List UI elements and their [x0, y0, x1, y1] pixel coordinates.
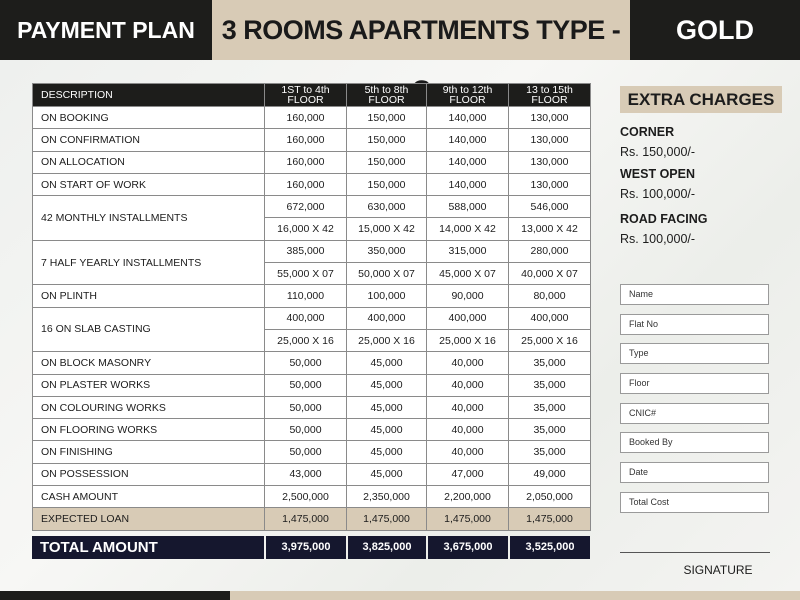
column-header: 1ST to 4th FLOOR [265, 84, 347, 107]
row-value: 130,000 [509, 129, 591, 151]
row-description: ON BLOCK MASONRY [33, 352, 265, 374]
row-value: 385,000 [265, 240, 347, 262]
row-breakdown: 15,000 X 42 [347, 218, 427, 240]
row-breakdown: 50,000 X 07 [347, 263, 427, 285]
row-value: 315,000 [427, 240, 509, 262]
row-value: 130,000 [509, 107, 591, 129]
row-breakdown: 13,000 X 42 [509, 218, 591, 240]
row-description: ON FLOORING WORKS [33, 419, 265, 441]
table-row [33, 441, 591, 463]
row-value: 150,000 [347, 173, 427, 195]
table-row [33, 374, 591, 396]
row-value: 630,000 [347, 196, 427, 218]
table-row [33, 107, 591, 129]
name-field[interactable]: Name [620, 284, 769, 305]
row-value: 2,050,000 [509, 486, 591, 508]
row-value: 40,000 [427, 352, 509, 374]
row-value: 45,000 [347, 374, 427, 396]
apartment-type-title: 3 ROOMS APARTMENTS TYPE - [212, 0, 630, 60]
row-value: 400,000 [347, 307, 427, 329]
row-value: 280,000 [509, 240, 591, 262]
row-description: EXPECTED LOAN [33, 508, 265, 530]
row-value: 160,000 [265, 129, 347, 151]
table-row [33, 173, 591, 195]
table-row [33, 151, 591, 173]
row-description: 16 ON SLAB CASTING [33, 307, 265, 352]
row-value: 160,000 [265, 151, 347, 173]
row-value: 35,000 [509, 352, 591, 374]
extra-charge-label: WEST OPEN [620, 167, 696, 181]
total-amount-row [32, 536, 590, 559]
row-value: 50,000 [265, 374, 347, 396]
row-value: 1,475,000 [509, 508, 591, 530]
row-description: ON FINISHING [33, 441, 265, 463]
row-value: 140,000 [427, 107, 509, 129]
type-field[interactable]: Type [620, 343, 769, 364]
row-value: 45,000 [347, 419, 427, 441]
row-value: 672,000 [265, 196, 347, 218]
total-value: 3,825,000 [348, 536, 426, 559]
row-value: 35,000 [509, 419, 591, 441]
row-value: 400,000 [509, 307, 591, 329]
row-breakdown: 25,000 X 16 [347, 329, 427, 351]
row-description: 7 HALF YEARLY INSTALLMENTS [33, 240, 265, 285]
footer-bar-accent [230, 591, 800, 600]
row-value: 140,000 [427, 129, 509, 151]
row-description: ON START OF WORK [33, 173, 265, 195]
row-value: 45,000 [347, 463, 427, 485]
row-value: 150,000 [347, 129, 427, 151]
row-description: ON ALLOCATION [33, 151, 265, 173]
row-value: 400,000 [265, 307, 347, 329]
row-value: 50,000 [265, 419, 347, 441]
total-value: 3,675,000 [428, 536, 508, 559]
row-value: 49,000 [509, 463, 591, 485]
table-row [33, 486, 591, 508]
row-description: ON BOOKING [33, 107, 265, 129]
row-value: 400,000 [427, 307, 509, 329]
row-value: 350,000 [347, 240, 427, 262]
row-value: 45,000 [347, 352, 427, 374]
row-value: 2,200,000 [427, 486, 509, 508]
row-description: 42 MONTHLY INSTALLMENTS [33, 196, 265, 241]
row-value: 50,000 [265, 396, 347, 418]
date-field[interactable]: Date [620, 462, 769, 483]
row-breakdown: 16,000 X 42 [265, 218, 347, 240]
row-description: ON PLASTER WORKS [33, 374, 265, 396]
row-value: 50,000 [265, 441, 347, 463]
row-value: 1,475,000 [427, 508, 509, 530]
extra-charge-value: Rs. 100,000/- [620, 187, 696, 201]
row-value: 1,475,000 [265, 508, 347, 530]
row-breakdown: 40,000 X 07 [509, 263, 591, 285]
total-label: TOTAL AMOUNT [32, 536, 264, 559]
footer-bar-dark [0, 591, 230, 600]
booked-by-field[interactable]: Booked By [620, 432, 769, 453]
row-value: 43,000 [265, 463, 347, 485]
row-value: 130,000 [509, 151, 591, 173]
table-row [33, 352, 591, 374]
row-breakdown: 14,000 X 42 [427, 218, 509, 240]
row-value: 45,000 [347, 441, 427, 463]
header [0, 0, 800, 60]
total-value: 3,975,000 [266, 536, 346, 559]
row-value: 80,000 [509, 285, 591, 307]
row-description: ON POSSESSION [33, 463, 265, 485]
tier-badge: GOLD [630, 0, 800, 60]
row-value: 2,500,000 [265, 486, 347, 508]
table-row [33, 129, 591, 151]
extra-charges-title: EXTRA CHARGES [620, 86, 782, 113]
extra-charge-value: Rs. 150,000/- [620, 145, 696, 159]
row-value: 160,000 [265, 107, 347, 129]
row-value: 100,000 [347, 285, 427, 307]
table-row [33, 508, 591, 530]
table-row [33, 307, 591, 329]
row-breakdown: 55,000 X 07 [265, 263, 347, 285]
payment-plan-title: PAYMENT PLAN [0, 0, 212, 60]
cnic-field[interactable]: CNIC# [620, 403, 769, 424]
column-header: DESCRIPTION [33, 84, 265, 107]
row-value: 47,000 [427, 463, 509, 485]
row-value: 140,000 [427, 173, 509, 195]
row-description: ON CONFIRMATION [33, 129, 265, 151]
row-value: 40,000 [427, 419, 509, 441]
total-value: 3,525,000 [510, 536, 590, 559]
row-value: 150,000 [347, 107, 427, 129]
column-header: 5th to 8th FLOOR [347, 84, 427, 107]
signature-label: SIGNATURE [683, 563, 753, 577]
table-row [33, 285, 591, 307]
table-row [33, 463, 591, 485]
row-description: ON COLOURING WORKS [33, 396, 265, 418]
row-value: 35,000 [509, 441, 591, 463]
row-value: 140,000 [427, 151, 509, 173]
row-value: 90,000 [427, 285, 509, 307]
table-row [33, 419, 591, 441]
row-value: 588,000 [427, 196, 509, 218]
row-value: 40,000 [427, 441, 509, 463]
row-value: 50,000 [265, 352, 347, 374]
row-value: 150,000 [347, 151, 427, 173]
row-breakdown: 25,000 X 16 [509, 329, 591, 351]
payment-plan-table [32, 83, 591, 531]
signature-line [620, 552, 770, 553]
table-body [33, 107, 591, 531]
row-value: 35,000 [509, 374, 591, 396]
row-value: 40,000 [427, 396, 509, 418]
table-header-row [33, 84, 591, 107]
total-cost-field[interactable]: Total Cost [620, 492, 769, 513]
row-value: 35,000 [509, 396, 591, 418]
row-value: 45,000 [347, 396, 427, 418]
extra-charge-label: ROAD FACING [620, 212, 708, 226]
row-breakdown: 25,000 X 16 [265, 329, 347, 351]
column-header: 9th to 12th FLOOR [427, 84, 509, 107]
extra-charge-label: CORNER [620, 125, 675, 139]
table-row [33, 396, 591, 418]
row-description: CASH AMOUNT [33, 486, 265, 508]
table-row [33, 240, 591, 262]
row-value: 40,000 [427, 374, 509, 396]
extra-charge-value: Rs. 100,000/- [620, 232, 696, 246]
row-value: 110,000 [265, 285, 347, 307]
row-description: ON PLINTH [33, 285, 265, 307]
row-value: 546,000 [509, 196, 591, 218]
row-breakdown: 25,000 X 16 [427, 329, 509, 351]
row-value: 160,000 [265, 173, 347, 195]
row-breakdown: 45,000 X 07 [427, 263, 509, 285]
row-value: 130,000 [509, 173, 591, 195]
floor-field[interactable]: Floor [620, 373, 769, 394]
table-row [33, 196, 591, 218]
column-header: 13 to 15th FLOOR [509, 84, 591, 107]
row-value: 2,350,000 [347, 486, 427, 508]
row-value: 1,475,000 [347, 508, 427, 530]
flat-no-field[interactable]: Flat No [620, 314, 769, 335]
